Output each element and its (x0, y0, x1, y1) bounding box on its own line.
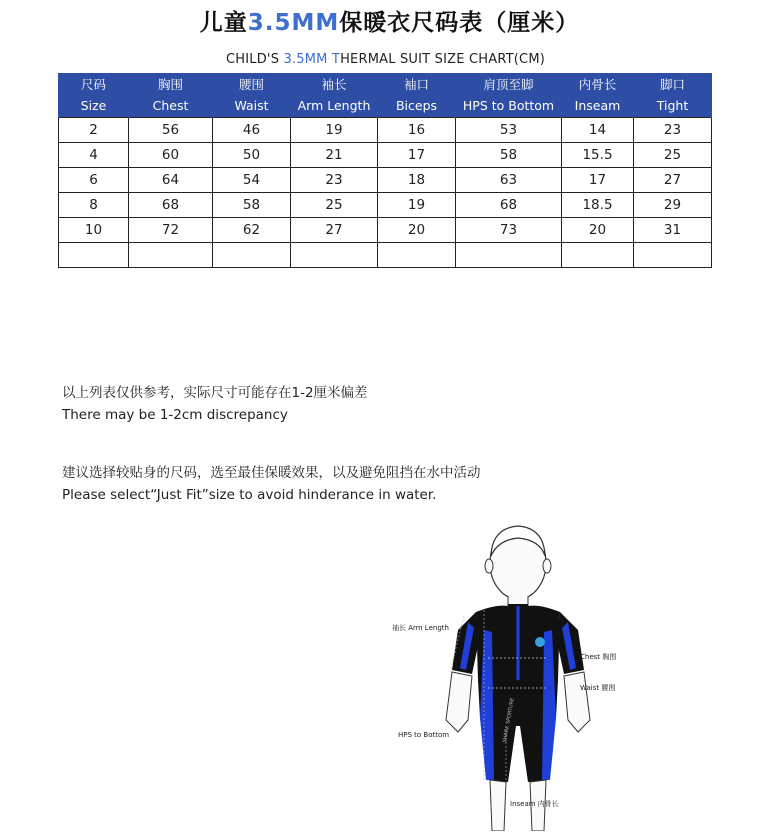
table-cell: 25 (634, 143, 712, 168)
table-cell (634, 243, 712, 268)
suit-logo (535, 637, 545, 647)
table-cell: 68 (129, 193, 213, 218)
child-arm-right (564, 672, 590, 732)
arm-length-label: 袖长 Arm Length (392, 624, 449, 632)
table-cell: 18 (378, 168, 456, 193)
column-header: 胸围 Chest (129, 73, 213, 118)
child-leg-left (490, 780, 506, 831)
column-header: 肩顶至脚 HPS to Bottom (456, 73, 562, 118)
table-cell: 18.5 (562, 193, 634, 218)
page-subtitle (0, 52, 771, 67)
column-header: 袖长 Arm Length (291, 73, 378, 118)
child-ear-right (543, 559, 551, 573)
wetsuit-illustration (380, 520, 650, 831)
table-cell (456, 243, 562, 268)
table-header-row (59, 73, 712, 118)
table-cell: 17 (562, 168, 634, 193)
column-header: 脚口 Tight (634, 73, 712, 118)
table-cell: 8 (59, 193, 129, 218)
table-cell: 21 (291, 143, 378, 168)
table-cell: 63 (456, 168, 562, 193)
title-accent: 3.5MM (247, 10, 340, 36)
column-header: 尺码 Size (59, 73, 129, 118)
title-suffix: 保暖衣尺码表（厘米） (339, 10, 580, 36)
table-row (59, 218, 712, 243)
table-cell: 58 (213, 193, 291, 218)
table-cell: 68 (456, 193, 562, 218)
table-cell: 27 (291, 218, 378, 243)
table-cell: 60 (129, 143, 213, 168)
child-ear-left (485, 559, 493, 573)
title-prefix: 儿童 (199, 10, 248, 36)
subtitle-prefix: CHILD'S (225, 52, 284, 67)
table-cell: 72 (129, 218, 213, 243)
brand-label: SHARK SPORTURE (502, 697, 516, 744)
discrepancy-note-zh: 以上列表仅供参考，实际尺寸可能存在1-2厘米偏差 (62, 385, 368, 401)
table-cell: 73 (456, 218, 562, 243)
table-row (59, 193, 712, 218)
table-cell: 23 (634, 118, 712, 143)
table-cell: 19 (291, 118, 378, 143)
fit-note-en: Please select“Just Fit”size to avoid hinderance in water. (62, 487, 437, 503)
wetsuit-diagram (380, 520, 650, 831)
discrepancy-note (62, 382, 368, 426)
table-cell: 62 (213, 218, 291, 243)
table-row (59, 143, 712, 168)
table-cell: 16 (378, 118, 456, 143)
page-title (0, 4, 779, 37)
discrepancy-note-en: There may be 1-2cm discrepancy (62, 407, 288, 423)
chest-label: Chest 胸围 (580, 653, 617, 661)
table-cell (378, 243, 456, 268)
subtitle-accent: 3.5MM T (283, 52, 341, 67)
table-cell: 56 (129, 118, 213, 143)
inseam-label: Inseam 内骨长 (510, 800, 559, 808)
table-cell: 31 (634, 218, 712, 243)
size-chart-table (58, 73, 712, 268)
table-cell: 17 (378, 143, 456, 168)
column-header: 内骨长 Inseam (562, 73, 634, 118)
table-cell: 20 (562, 218, 634, 243)
table-row (59, 243, 712, 268)
table-cell: 10 (59, 218, 129, 243)
table-cell: 53 (456, 118, 562, 143)
table-cell: 29 (634, 193, 712, 218)
fit-note-zh: 建议选择较贴身的尺码，选至最佳保暖效果，以及避免阻挡在水中活动 (62, 465, 481, 481)
waist-label: Waist 腰围 (580, 684, 616, 692)
table-cell: 46 (213, 118, 291, 143)
table-cell: 20 (378, 218, 456, 243)
table-cell (59, 243, 129, 268)
table-cell (129, 243, 213, 268)
fit-note (62, 462, 481, 506)
table-row (59, 118, 712, 143)
table-row (59, 168, 712, 193)
table-cell: 27 (634, 168, 712, 193)
hps-label: HPS to Bottom (398, 731, 450, 739)
table-cell: 4 (59, 143, 129, 168)
subtitle-suffix: HERMAL SUIT SIZE CHART(CM) (340, 52, 546, 67)
table-cell (213, 243, 291, 268)
table-cell: 14 (562, 118, 634, 143)
column-header: 袖口 Biceps (378, 73, 456, 118)
table-cell: 15.5 (562, 143, 634, 168)
child-arm-left (446, 672, 472, 732)
table-cell: 50 (213, 143, 291, 168)
table-cell: 19 (378, 193, 456, 218)
table-cell (291, 243, 378, 268)
table-cell: 23 (291, 168, 378, 193)
column-header: 腰围 Waist (213, 73, 291, 118)
table-cell: 6 (59, 168, 129, 193)
table-cell: 54 (213, 168, 291, 193)
table-cell: 2 (59, 118, 129, 143)
table-cell: 64 (129, 168, 213, 193)
table-cell: 58 (456, 143, 562, 168)
table-cell (562, 243, 634, 268)
table-cell: 25 (291, 193, 378, 218)
